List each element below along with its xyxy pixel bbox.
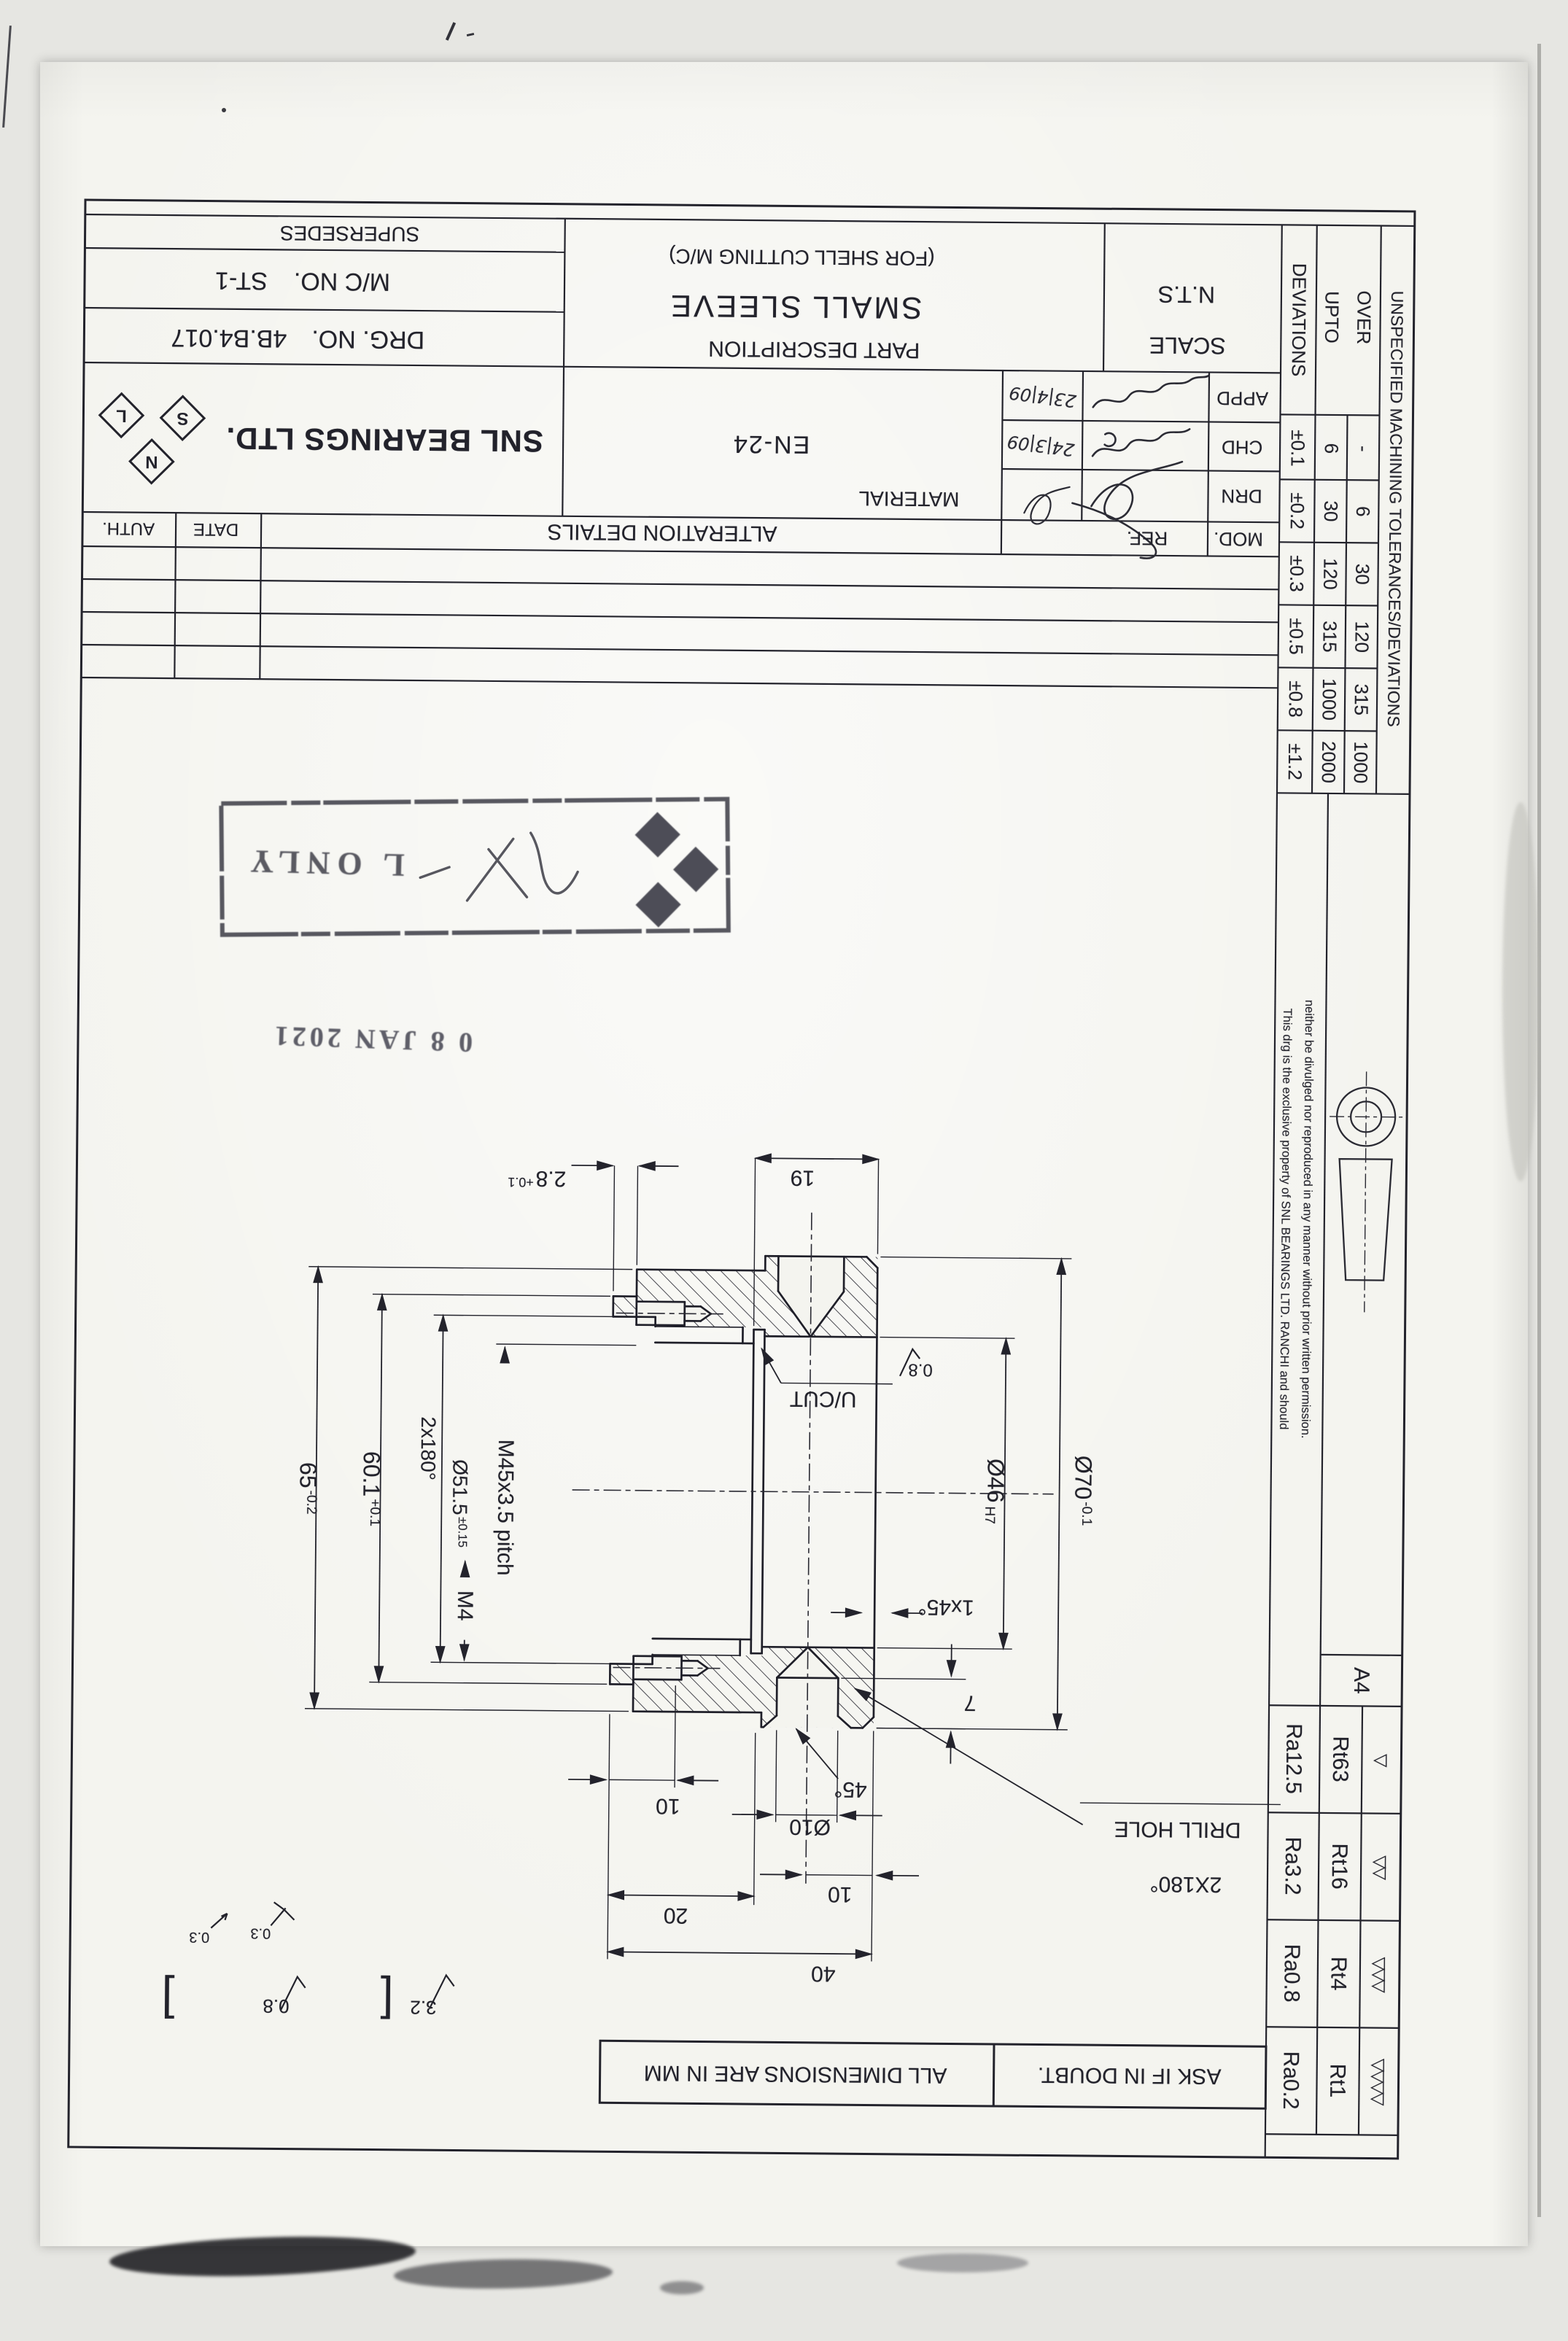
units-note: ALL DIMENSIONS ARE IN MM bbox=[644, 2061, 947, 2086]
upto-header: UPTO bbox=[1321, 291, 1342, 343]
dim-65-value: 65 bbox=[295, 1462, 320, 1488]
label-finish-0.8: 0.8 bbox=[908, 1360, 933, 1378]
projection-symbol bbox=[1328, 1071, 1403, 1313]
dim-20: 20 bbox=[664, 1903, 688, 1927]
ra-3: Ra0.2 bbox=[1278, 2051, 1302, 2109]
dim-70-tol: -0.1 bbox=[1078, 1502, 1092, 1526]
dim-60.1 bbox=[358, 1451, 383, 1526]
dim-65-tol: -0.2 bbox=[303, 1490, 318, 1514]
material-label: MATERIAL bbox=[858, 488, 959, 510]
appd-label: APPD bbox=[1216, 388, 1268, 408]
dim-46-value: Ø46 bbox=[983, 1459, 1008, 1503]
dim-51.5-tol: ±0.15 bbox=[456, 1517, 469, 1548]
tolerance-title: UNSPECIFIED MACHINING TOLERANCES/DEVIATIONS bbox=[1385, 291, 1406, 727]
scan-speck bbox=[222, 108, 226, 112]
tol-upto-2: 120 bbox=[1320, 558, 1340, 590]
logo-letter: S bbox=[176, 408, 188, 428]
dim-dia10: Ø10 bbox=[789, 1815, 831, 1839]
company-name: SNL BEARINGS LTD. bbox=[225, 422, 543, 457]
dim-40: 40 bbox=[811, 1962, 836, 1985]
label-2x180: 2X180° bbox=[1149, 1872, 1222, 1895]
tol-over-1: 6 bbox=[1353, 506, 1373, 517]
rt-0: Rt63 bbox=[1328, 1736, 1351, 1782]
logo-letter: L bbox=[116, 405, 127, 425]
dim-51.5 bbox=[449, 1459, 470, 1548]
dim-60.1-tol: +0.1 bbox=[366, 1499, 381, 1526]
dim-45deg: 45° bbox=[834, 1777, 867, 1801]
date-label: DATE bbox=[193, 520, 238, 539]
mc-no-row bbox=[215, 267, 390, 295]
dim-2.8-tol: +0.1 bbox=[508, 1175, 534, 1189]
scan-smudge bbox=[897, 2253, 1028, 2272]
finish-bracket-right: ] bbox=[380, 1969, 393, 2018]
tol-over-5: 1000 bbox=[1350, 741, 1370, 783]
drg-no-row bbox=[171, 324, 424, 352]
property-note-line2: neither be divulged nor reproduced in any manner without prior written permission. bbox=[1299, 1000, 1316, 1439]
tri-2: ▽▽▽ bbox=[1370, 1957, 1389, 1991]
ra-0: Ra12.5 bbox=[1281, 1723, 1305, 1794]
sheet-border bbox=[69, 200, 1415, 2159]
dim-60.1-value: 60.1 bbox=[359, 1451, 384, 1497]
tol-over-0: - bbox=[1353, 446, 1373, 452]
rt-2: Rt4 bbox=[1327, 1957, 1350, 1991]
snl-logo bbox=[99, 394, 204, 484]
tol-upto-5: 2000 bbox=[1318, 741, 1338, 783]
scale-value: N.T.S bbox=[1158, 282, 1216, 306]
part-description-label: PART DESCRIPTION bbox=[708, 337, 920, 362]
tol-dev-5: ±1.2 bbox=[1284, 743, 1305, 780]
dim-m45: M45x3.5 pitch bbox=[493, 1440, 517, 1576]
dim-10-right: 10 bbox=[828, 1882, 853, 1906]
tol-upto-1: 30 bbox=[1321, 500, 1341, 521]
tol-upto-3: 315 bbox=[1319, 621, 1340, 653]
tol-dev-2: ±0.3 bbox=[1286, 555, 1307, 592]
dim-70-value: Ø70 bbox=[1071, 1456, 1095, 1500]
tol-dev-4: ±0.8 bbox=[1285, 680, 1305, 718]
dim-2.8-value: 2.8 bbox=[535, 1167, 566, 1190]
scale-label: SCALE bbox=[1149, 333, 1226, 358]
finish-general-value: 3.2 bbox=[410, 1997, 436, 2017]
dim-m4: M4 bbox=[453, 1591, 476, 1621]
dim-2x180: 2x180° bbox=[417, 1416, 439, 1480]
ra-2: Ra0.8 bbox=[1280, 1944, 1303, 2002]
dim-65 bbox=[295, 1462, 320, 1515]
mc-no-label: M/C NO. bbox=[294, 268, 391, 295]
rt-3: Rt1 bbox=[1326, 2064, 1349, 2098]
ra-1: Ra3.2 bbox=[1281, 1836, 1304, 1895]
dim-46 bbox=[982, 1459, 1007, 1524]
scan-streak bbox=[1502, 802, 1539, 1181]
tol-upto-4: 1000 bbox=[1319, 678, 1339, 721]
dim-19: 19 bbox=[791, 1166, 815, 1189]
tol-over-2: 30 bbox=[1352, 564, 1373, 585]
sheet-size-label: A4 bbox=[1349, 1667, 1373, 1694]
tol-dev-1: ±0.2 bbox=[1286, 492, 1307, 529]
dim-51.5-value: Ø51.5 bbox=[449, 1459, 471, 1515]
stamp-text: L ONLY bbox=[243, 844, 405, 882]
mod-label: MOD. bbox=[1214, 529, 1263, 549]
tol-over-4: 315 bbox=[1351, 684, 1371, 716]
logo-letter: N bbox=[145, 452, 158, 472]
tol-dev-0: ±0.1 bbox=[1287, 430, 1308, 467]
finish-bracket-left: [ bbox=[161, 1968, 174, 2017]
alteration-details-label: ALTERATION DETAILS bbox=[547, 520, 777, 545]
mc-no-value: ST-1 bbox=[215, 267, 268, 293]
tol-upto-0: 6 bbox=[1321, 443, 1340, 454]
dim-2.8 bbox=[508, 1166, 566, 1189]
supersedes-label: SUPERSEDES bbox=[280, 222, 420, 245]
drn-label: DRN bbox=[1221, 486, 1262, 506]
tri-0: ▽ bbox=[1372, 1754, 1390, 1766]
tri-1: ▽▽ bbox=[1370, 1855, 1389, 1878]
drg-no-label: DRG. NO. bbox=[311, 325, 424, 352]
auth-label: AUTH. bbox=[102, 519, 155, 538]
tol-over-3: 120 bbox=[1351, 621, 1372, 653]
ref-label: REF. bbox=[1127, 528, 1168, 548]
part-note: (FOR SHELL CUTTING M/C) bbox=[669, 245, 935, 269]
material-value: EN-24 bbox=[732, 430, 810, 457]
finish-mark-2: 0.3 bbox=[250, 1925, 271, 1941]
dim-10-left: 10 bbox=[656, 1794, 680, 1817]
property-note-line1: This drg is the exclusive property of SNL BEARINGS LTD. RANCHI and should bbox=[1277, 1009, 1293, 1430]
appd-date: 23|4|09 bbox=[1008, 383, 1077, 410]
drg-no-value: 4B.B4.017 bbox=[171, 324, 287, 351]
label-ucut: U/CUT bbox=[790, 1387, 857, 1410]
tol-dev-3: ±0.5 bbox=[1286, 618, 1306, 655]
stamp-date: 0 8 JAN 2021 bbox=[271, 1020, 473, 1057]
rt-1: Rt16 bbox=[1327, 1843, 1351, 1890]
tri-3: ▽▽▽▽ bbox=[1369, 2059, 1388, 2104]
deviations-header: DEVIATIONS bbox=[1288, 263, 1309, 377]
scan-smudge bbox=[660, 2281, 704, 2294]
dim-7: 7 bbox=[964, 1691, 977, 1715]
dim-70 bbox=[1070, 1456, 1095, 1526]
finish-bracketed-value: 0.8 bbox=[263, 1996, 289, 2016]
chd-label: CHD bbox=[1222, 437, 1263, 457]
dim-46-fit: H7 bbox=[982, 1506, 996, 1524]
label-drill-hole: DRILL HOLE bbox=[1114, 1817, 1241, 1841]
part-name: SMALL SLEEVE bbox=[669, 290, 923, 324]
dim-1x45: 1x45° bbox=[918, 1595, 974, 1618]
chd-date: 24|3|09 bbox=[1006, 432, 1076, 459]
ask-note: ASK IF IN DOUBT. bbox=[1038, 2063, 1222, 2088]
finish-mark-1: 0.3 bbox=[189, 1929, 209, 1944]
scan-edge-line bbox=[1537, 44, 1541, 2217]
over-header: OVER bbox=[1354, 290, 1374, 344]
